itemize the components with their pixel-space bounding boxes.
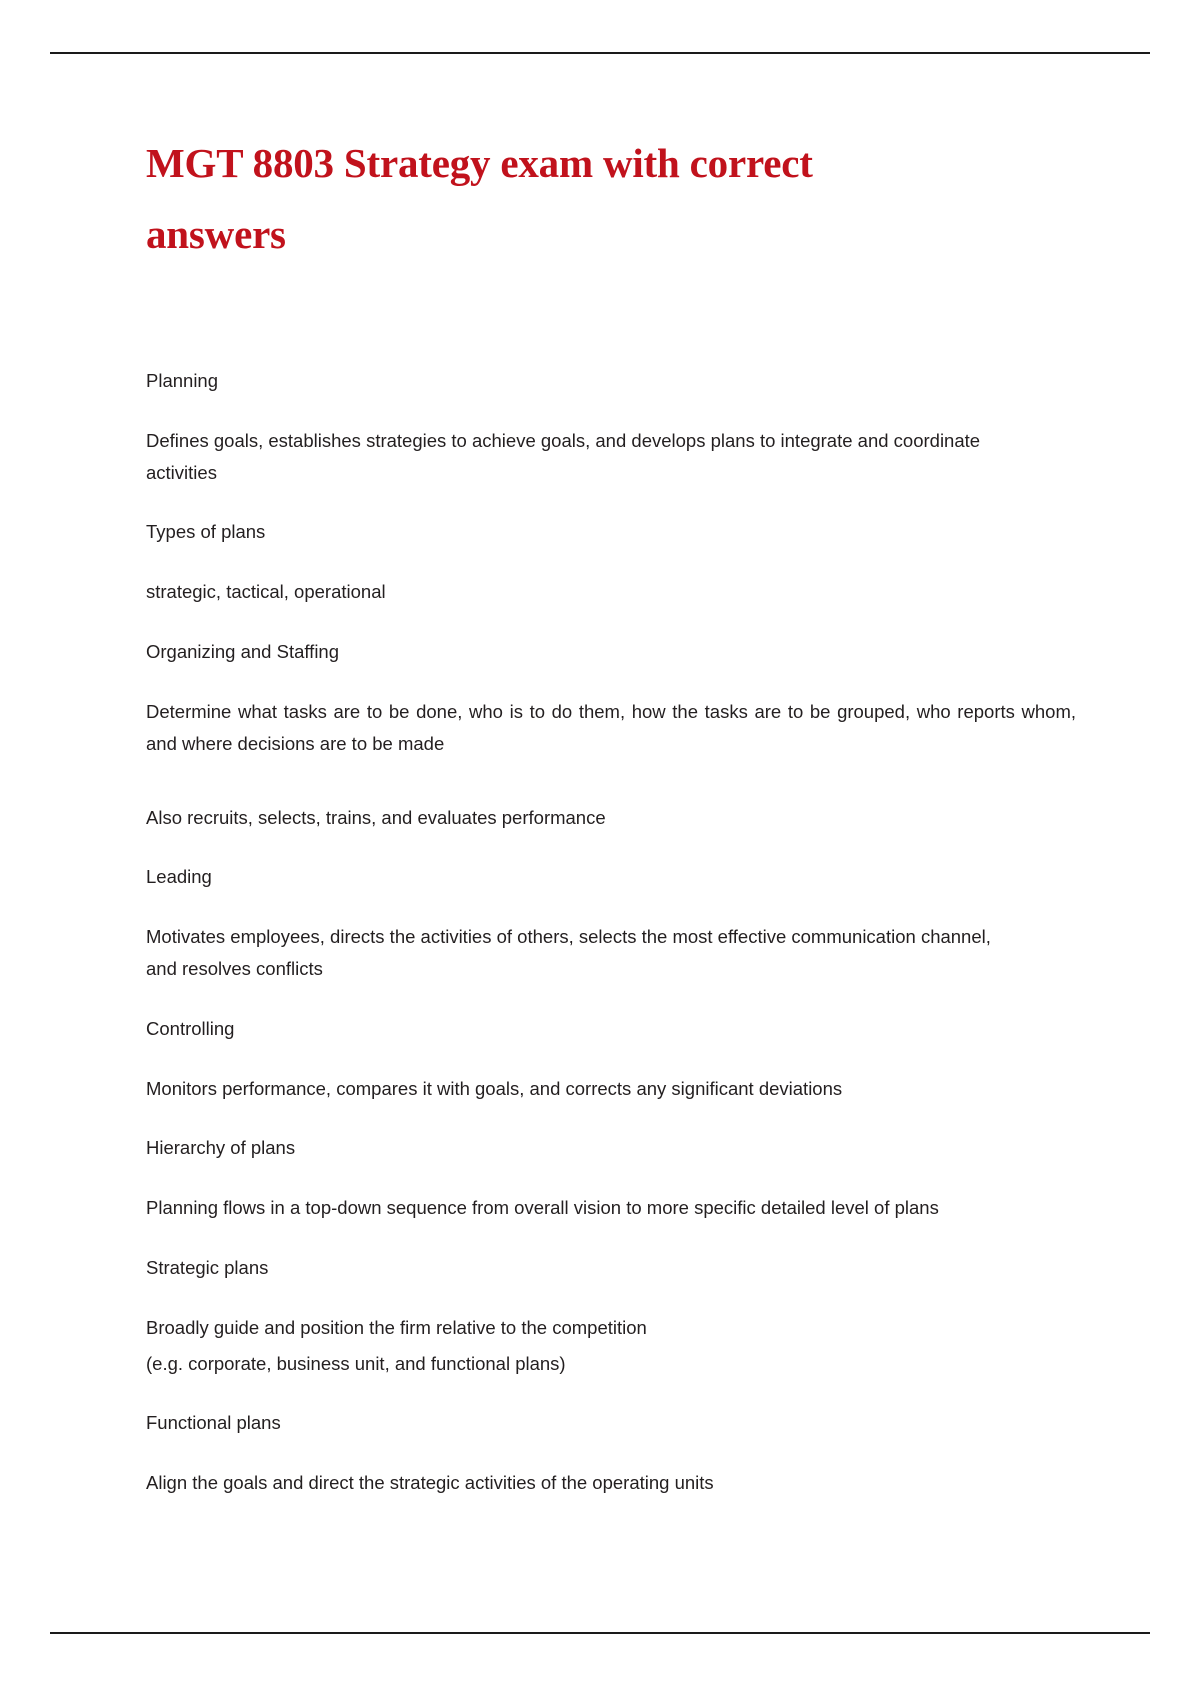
- definition-planning: Defines goals, establishes strategies to achieve goals, and develops plans to integrate and coordinate activities: [146, 429, 981, 483]
- term-functional-plans: Functional plans: [146, 1412, 281, 1434]
- header-divider: [50, 52, 1150, 54]
- term-organizing-and-staffing: Organizing and Staffing: [146, 641, 340, 663]
- definition-recruiting: Also recruits, selects, trains, and evaluates performance: [146, 806, 606, 828]
- definition-leading: Motivates employees, directs the activities of others, selects the most effective communication channel, and resolves conflicts: [146, 926, 991, 979]
- term-controlling: Controlling: [146, 1017, 235, 1039]
- document-content: [146, 128, 1076, 1527]
- document-body: [146, 365, 1076, 1499]
- term-hierarchy-of-plans: Hierarchy of plans: [146, 1137, 296, 1159]
- definition-types-of-plans: strategic, tactical, operational: [146, 581, 386, 603]
- definition-strategic-plans-examples: (e.g. corporate, business unit, and functional plans): [146, 1352, 566, 1374]
- footer-divider: [50, 1632, 1150, 1634]
- definition-organizing-and-staffing: Determine what tasks are to be done, who is to do them, how the tasks are to be grouped, who reports whom, and where decisions are to be made: [146, 700, 1076, 754]
- definition-hierarchy-of-plans: Planning flows in a top-down sequence from overall vision to more specific detailed level of plans: [146, 1197, 939, 1219]
- term-leading: Leading: [146, 866, 212, 888]
- term-types-of-plans: Types of plans: [146, 521, 266, 543]
- definition-strategic-plans: Broadly guide and position the firm relative to the competition: [146, 1316, 647, 1338]
- term-strategic-plans: Strategic plans: [146, 1257, 269, 1279]
- definition-controlling: Monitors performance, compares it with goals, and corrects any significant deviations: [146, 1077, 843, 1099]
- term-planning: Planning: [146, 370, 219, 392]
- definition-functional-plans: Align the goals and direct the strategic activities of the operating units: [146, 1472, 714, 1494]
- page-title: MGT 8803 Strategy exam with correct answers: [146, 140, 813, 257]
